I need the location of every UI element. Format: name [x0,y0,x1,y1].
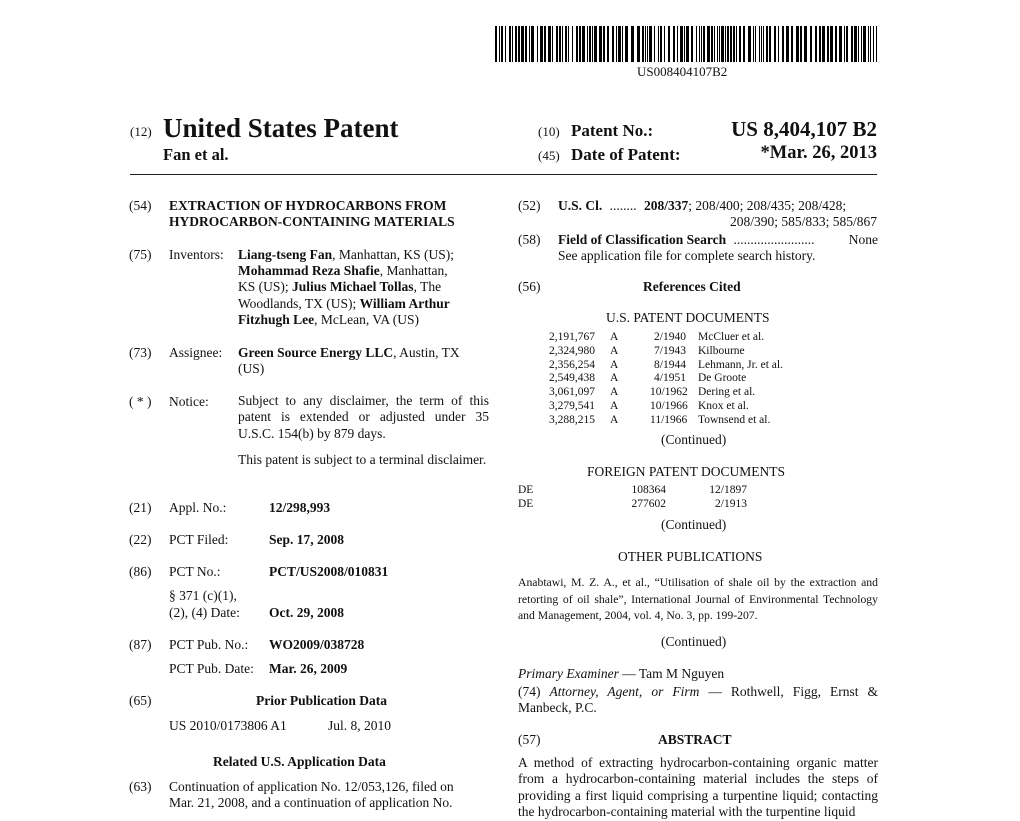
code-45: (45) [538,148,560,163]
us-ref-date: 11/1966 [650,413,688,426]
pct-no-label: PCT No.: [169,564,221,579]
appl-no-label: Appl. No.: [169,500,227,515]
foreign-ref-number: 108364 [631,484,666,496]
code-54: (54) [129,198,152,213]
inventor-name: Liang-tseng Fan [238,247,333,262]
attorney-name: — Rothwell, Figg, Ernst & Manbeck, P.C. [518,684,878,716]
pct-pub-date-label: PCT Pub. Date: [169,661,254,676]
code-21: (21) [129,500,152,515]
examiner-label: Primary Examiner [518,666,619,681]
us-cl-label: U.S. Cl. [558,198,603,213]
continuation-line-2: Mar. 21, 2008, and a continuation of application No. [169,795,453,810]
inventor-name: Julius Michael Tollas [292,279,414,294]
us-ref-kind: A [610,372,619,385]
notice-label: Notice: [169,394,209,409]
prior-pub-date: Jul. 8, 2010 [328,718,392,733]
inventor-name: Fitzhugh Lee [238,312,315,327]
pct-pub-date-value: Mar. 26, 2009 [269,661,348,676]
us-ref-date: 8/1944 [654,358,686,371]
code-notice: ( * ) [129,394,152,409]
us-ref-number: 2,549,438 [549,372,595,385]
title-line-1: EXTRACTION OF HYDROCARBONS FROM [169,198,447,213]
code-52: (52) [518,198,541,213]
us-ref-name: De Groote [698,372,747,385]
us-ref-date: 10/1962 [650,386,688,399]
notice-text: Subject to any disclaimer, the term of this patent is extended or adjusted under 35 U.S.C. 154(b) by 879 days. [238,393,489,441]
code-86: (86) [129,564,152,579]
patent-no-label: Patent No.: [571,121,654,140]
abstract-text: A method of extracting hydrocarbon-containing organic matter from a hydrocarbon-containing material includes the steps of providing a first liquid comprising a turpentine liquid; contacting the hydrocarbon-containing material with the turpentine liquid [518,755,878,820]
inventor-name: Mohammad Reza Shafie [238,263,380,278]
us-ref-date: 4/1951 [654,372,686,385]
inventor-line-3: KS (US); Julius Michael Tollas, The [238,279,442,294]
field-search-label: Field of Classification Search [558,232,727,247]
related-heading: Related U.S. Application Data [213,754,386,769]
code-57: (57) [518,732,541,747]
examiner-name: — Tam M Nguyen [618,666,725,681]
us-ref-name: Knox et al. [698,400,749,412]
us-ref-number: 2,356,254 [549,358,595,371]
foreign-docs-heading: FOREIGN PATENT DOCUMENTS [587,464,786,479]
pct-pub-no-value: WO2009/038728 [269,637,365,652]
us-cl-line-2: 208/390; 585/833; 585/867 [729,214,877,229]
us-cl-line-1: U.S. Cl. ........ 208/337; 208/400; 208/435; 208/428; [558,198,847,213]
s371-label-2: (2), (4) Date: [169,605,240,620]
code-22: (22) [129,532,152,547]
title-line-2: HYDROCARBON-CONTAINING MATERIALS [169,214,455,229]
us-ref-kind: A [610,344,619,357]
code-75: (75) [129,247,152,262]
prior-pub-number: US 2010/0173806 A1 [169,718,287,733]
assignee-line-2: (US) [238,361,265,376]
other-pubs-heading: OTHER PUBLICATIONS [618,549,763,564]
us-ref-name: Lehmann, Jr. et al. [698,358,783,371]
foreign-ref-date: 12/1897 [709,484,747,496]
code-63: (63) [129,779,152,794]
field-search-value: None [848,232,878,247]
foreign-ref-country: DE [518,484,534,496]
us-ref-number: 2,191,767 [549,331,595,343]
us-ref-date: 7/1943 [654,344,686,357]
pct-no-value: PCT/US2008/010831 [269,564,389,579]
prior-pub-heading: Prior Publication Data [256,693,387,708]
us-ref-kind: A [610,331,619,343]
inventors-label: Inventors: [169,247,224,262]
inventor-line-1: Liang-tseng Fan, Manhattan, KS (US); [238,247,455,262]
us-ref-date: 2/1940 [654,331,686,343]
pct-filed-label: PCT Filed: [169,532,229,547]
inventor-line-2: Mohammad Reza Shafie, Manhattan, [238,263,448,278]
terminal-disclaimer-text: This patent is subject to a terminal disclaimer. [238,452,487,467]
inventors-short: Fan et al. [163,145,229,164]
foreign-ref-number: 277602 [631,498,666,510]
abstract-heading: ABSTRACT [658,732,732,747]
primary-examiner-line [518,666,724,682]
assignee-label: Assignee: [169,345,223,360]
us-ref-number: 3,061,097 [549,386,595,399]
us-ref-number: 3,288,215 [549,413,595,426]
barcode-image [495,26,877,62]
patent-number-under-barcode: US008404107B2 [637,64,728,79]
us-cl-main: 208/337 [644,198,689,213]
us-ref-kind: A [610,358,619,371]
us-ref-name: Townsend et al. [698,413,771,426]
field-search-line: Field of Classification Search ........................ None [558,232,878,247]
code-56: (56) [518,279,541,294]
us-ref-number: 3,279,541 [549,400,595,412]
code-73: (73) [129,345,152,360]
code-58: (58) [518,232,541,247]
pct-pub-no-label: PCT Pub. No.: [169,637,249,652]
field-search-note: See application file for complete search history. [558,248,816,263]
us-ref-date: 10/1966 [650,400,688,412]
date-of-patent: *Mar. 26, 2013 [760,143,877,163]
pct-filed-value: Sep. 17, 2008 [269,532,345,547]
appl-no-value: 12/298,993 [269,500,331,515]
us-docs-heading: U.S. PATENT DOCUMENTS [606,310,770,325]
us-ref-name: Kilbourne [698,344,745,357]
s371-date: Oct. 29, 2008 [269,605,344,620]
code-65: (65) [129,693,152,708]
continued-other-pubs: (Continued) [661,634,727,649]
date-label: Date of Patent: [571,145,681,164]
references-heading: References Cited [643,279,741,294]
inventor-line-5: Fitzhugh Lee, McLean, VA (US) [238,312,419,327]
assignee-line-1: Green Source Energy LLC, Austin, TX [238,345,460,360]
header-rule [130,174,877,175]
other-pub-citation: Anabtawi, M. Z. A., et al., “Utilisation of shale oil by the extraction and retorting of oil shale”, International Journal of Environmental Technology and Management, 2004, vol. 4, No. 3, pp. 199-207. [518,576,878,623]
us-ref-kind: A [610,400,619,412]
attorney-block: (74) Attorney, Agent, or Firm — Rothwell, Figg, Ernst & Manbeck, P.C. [518,684,878,716]
assignee-name: Green Source Energy LLC [238,345,394,360]
patent-number: US 8,404,107 B2 [731,117,877,141]
us-ref-kind: A [610,386,619,399]
code-10: (10) [538,124,560,139]
continuation-line-1: Continuation of application No. 12/053,126, filed on [169,779,454,794]
code-87: (87) [129,637,152,652]
us-ref-number: 2,324,980 [549,344,595,357]
document-type-title: United States Patent [163,113,399,143]
s371-label-1: § 371 (c)(1), [169,588,237,603]
inventor-name: William Arthur [359,296,450,311]
code-12: (12) [130,124,152,139]
attorney-label: Attorney, Agent, or Firm [549,684,700,699]
us-ref-kind: A [610,413,619,426]
continued-us-refs: (Continued) [661,432,727,447]
inventor-line-4: Woodlands, TX (US); William Arthur [238,296,450,311]
foreign-ref-country: DE [518,498,534,510]
foreign-ref-date: 2/1913 [715,498,747,510]
continued-foreign-refs: (Continued) [661,517,727,532]
us-ref-name: McCluer et al. [698,331,765,343]
us-ref-name: Dering et al. [698,386,756,399]
